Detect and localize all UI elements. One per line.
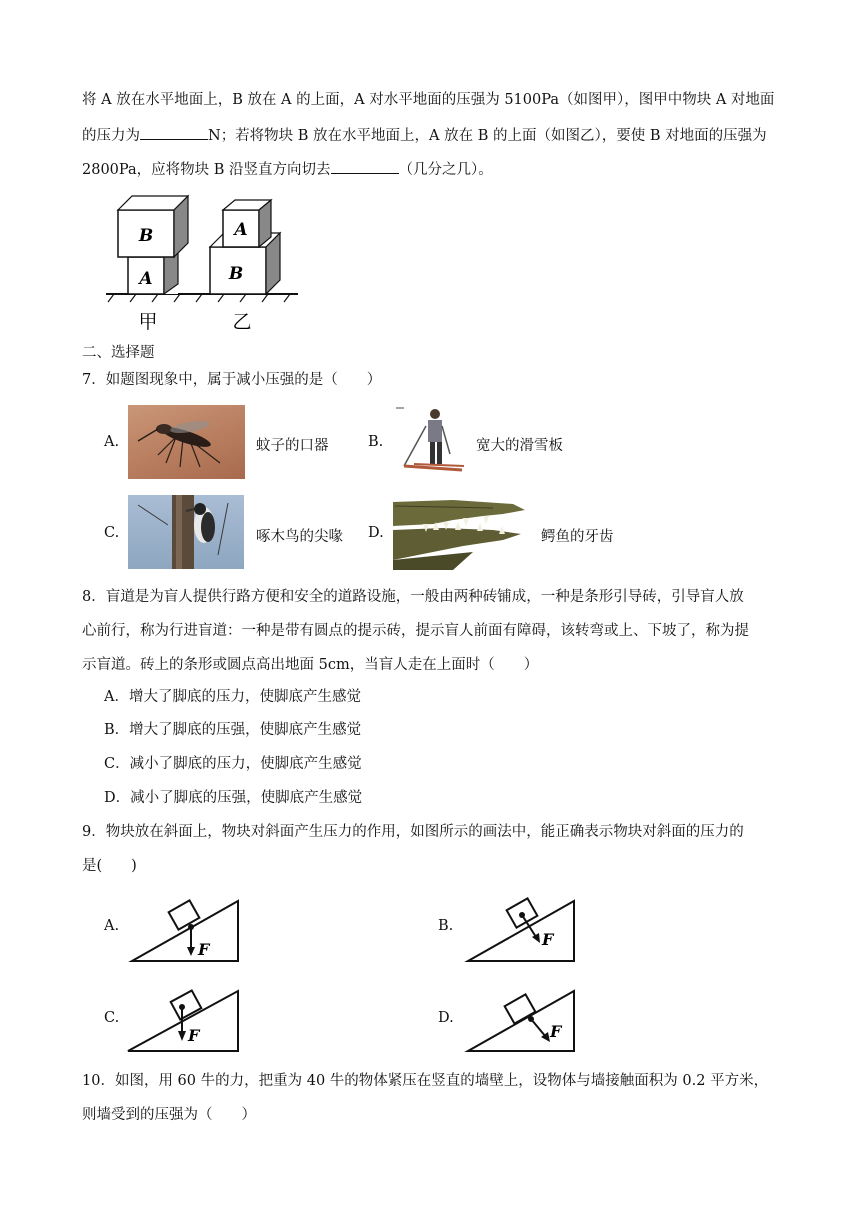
q6-line-3 [82, 158, 493, 180]
q8-option-c: C．减小了脚底的压力，使脚底产生感觉 [104, 756, 362, 772]
label-b-left: B [138, 226, 154, 246]
incline-figure-b [464, 895, 578, 965]
force-label-d: F [550, 1022, 562, 1041]
q7-stem: 7．如题图现象中，属于减小压强的是（ ） [82, 372, 382, 388]
q6-line-1: 将 A 放在水平地面上，B 放在 A 的上面，A 对水平地面的压强为 5100Pa（如图甲），图甲中物块 A 对地面 [82, 92, 775, 108]
q9-option-a-letter: A. [104, 918, 120, 934]
q7-option-d-letter: D. [368, 525, 384, 541]
q6-line-3-start: 2800Pa，应将物块 B 沿竖直方向切去 [82, 162, 331, 178]
q6-line-2-start: 的压力为 [82, 128, 140, 144]
q6-line-2-end: N；若将物块 B 放在水平地面上，A 放在 B 的上面（如图乙），要使 B 对地面的压强为 [208, 128, 767, 144]
label-a-left: A [139, 269, 153, 289]
q9-option-b-letter: B. [438, 918, 454, 934]
q8-option-d: D．减小了脚底的压强，使脚底产生感觉 [104, 790, 363, 806]
q6-line-2 [82, 124, 767, 146]
caption-jia: 甲 [138, 311, 158, 333]
q6-line-3-end: （几分之几）。 [398, 162, 493, 178]
q8-option-b: B．增大了脚底的压强，使脚底产生感觉 [104, 722, 362, 738]
label-a-right: A [234, 220, 248, 240]
q7-option-a-text: 蚊子的口器 [256, 438, 329, 454]
incline-figure-d [464, 985, 578, 1055]
q8-line-3: 示盲道。砖上的条形或圆点高出地面 5cm，当盲人走在上面时（ ） [82, 657, 539, 673]
crocodile-image [393, 494, 529, 570]
q9-line-1: 9．物块放在斜面上，物块对斜面产生压力的作用，如图所示的画法中，能正确表示物块对斜面的压力的 [82, 824, 744, 840]
q9-line-2: 是( ) [82, 858, 137, 874]
q7-option-d-text: 鳄鱼的牙齿 [541, 529, 614, 545]
woodpecker-image [128, 495, 244, 569]
q7-option-a-letter: A. [104, 434, 120, 450]
q8-line-1: 8．盲道是为盲人提供行路方便和安全的道路设施，一般由两种砖铺成，一种是条形引导砖，引导盲人放 [82, 589, 744, 605]
q9-option-c-letter: C. [104, 1010, 120, 1026]
force-label-c: F [188, 1026, 200, 1045]
force-label-a: F [198, 940, 210, 959]
blocks-figure [100, 190, 310, 335]
q9-option-d-letter: D. [438, 1010, 454, 1026]
mosquito-image [128, 405, 245, 479]
incline-figure-c [124, 985, 242, 1055]
q7-option-c-text: 啄木鸟的尖喙 [256, 529, 343, 545]
q10-line-2: 则墙受到的压强为（ ） [82, 1107, 256, 1123]
q8-line-2: 心前行，称为行进盲道：一种是带有圆点的提示砖，提示盲人前面有障碍，该转弯或上、下坡了，称为提 [82, 623, 749, 639]
q7-option-b-text: 宽大的滑雪板 [476, 438, 563, 454]
answer-blank-2 [331, 158, 399, 174]
skier-image [390, 404, 466, 480]
q10-line-1: 10．如图，用 60 牛的力，把重为 40 牛的物体紧压在竖直的墙壁上，设物体与墙接触面积为 0.2 平方米， [82, 1073, 769, 1089]
answer-blank-1 [140, 124, 208, 140]
section-title: 二、选择题 [82, 345, 155, 361]
q7-option-b-letter: B. [368, 434, 384, 450]
q8-option-a: A．增大了脚底的压力，使脚底产生感觉 [104, 689, 361, 705]
force-label-b: F [542, 930, 554, 949]
label-b-right: B [228, 264, 244, 284]
caption-yi: 乙 [232, 311, 252, 333]
q7-option-c-letter: C. [104, 525, 120, 541]
incline-figure-a [128, 895, 242, 965]
